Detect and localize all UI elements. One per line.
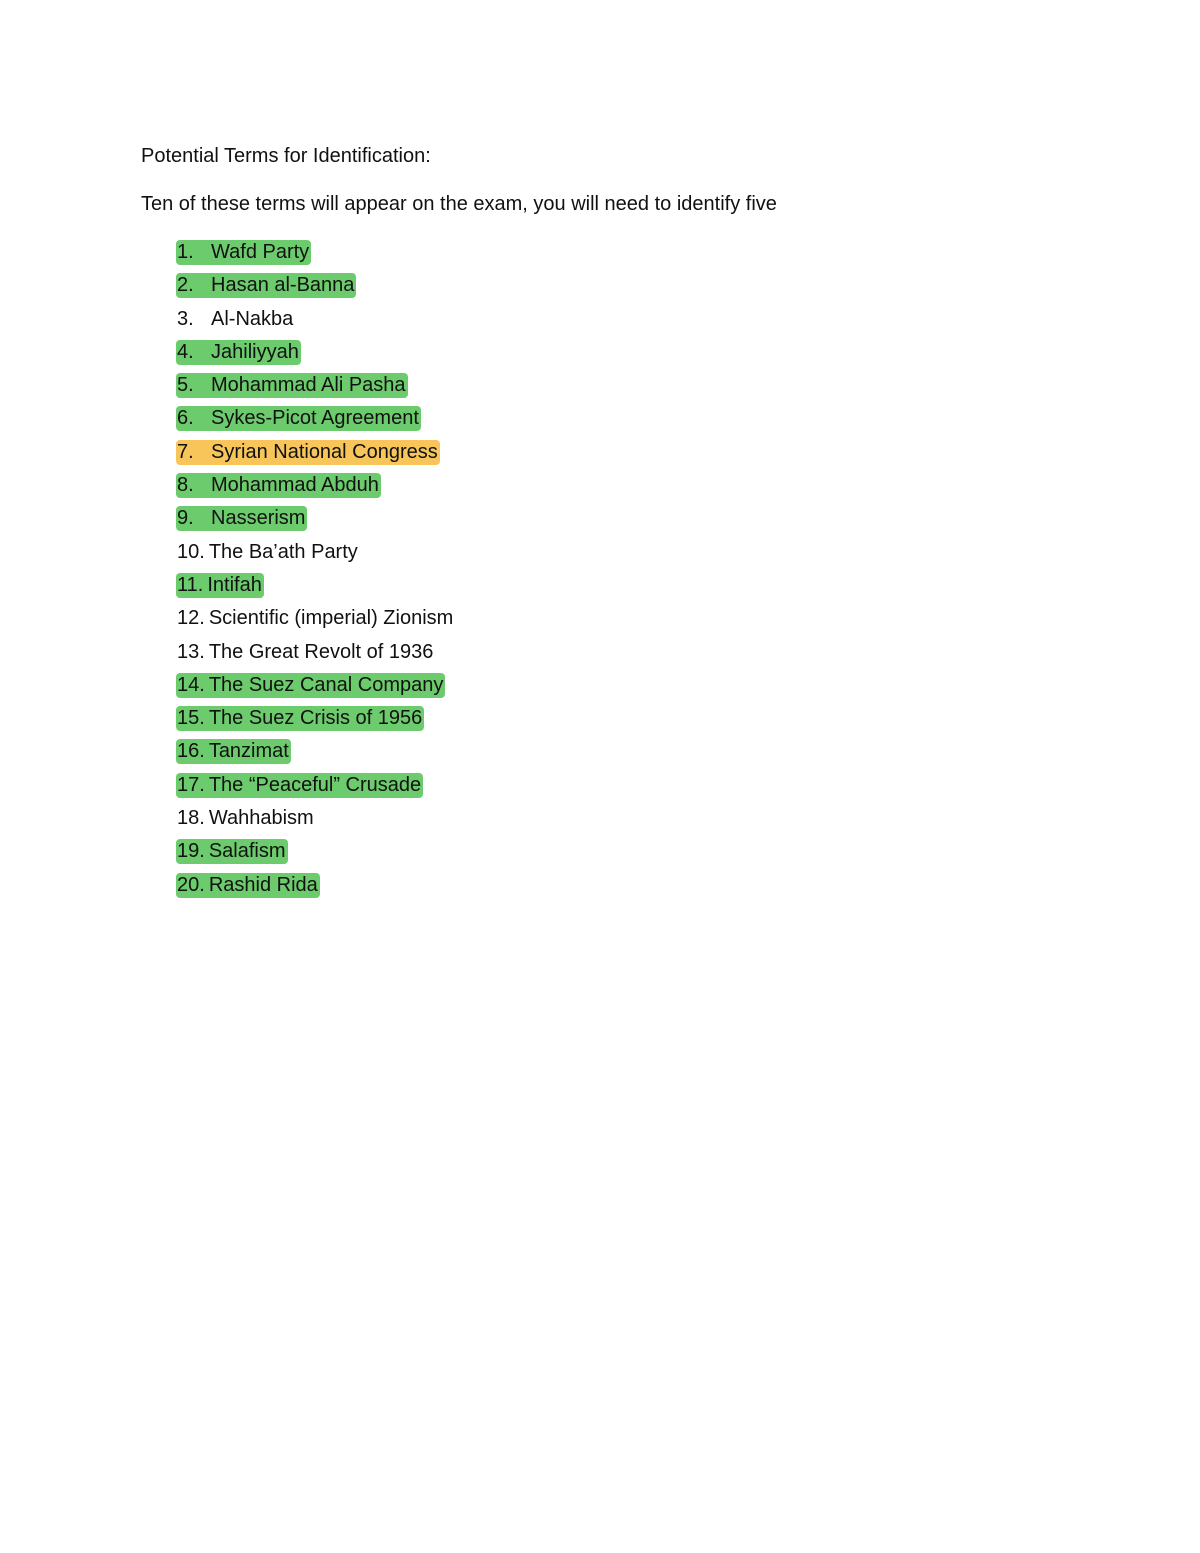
term-number: 4. — [177, 340, 194, 363]
list-item — [176, 573, 455, 606]
term-highlight — [176, 540, 360, 565]
list-item — [176, 473, 455, 506]
term-highlight — [176, 506, 307, 531]
term-label: The “Peaceful” Crusade — [208, 773, 422, 796]
list-item — [176, 839, 455, 872]
term-number: 13. — [177, 640, 205, 663]
term-label: The Ba’ath Party — [208, 540, 358, 563]
term-number: 11. — [177, 573, 204, 596]
term-number: 20. — [177, 873, 205, 896]
list-item — [176, 240, 455, 273]
term-label: Mohammad Ali Pasha — [211, 374, 406, 397]
term-highlight — [176, 839, 288, 864]
term-highlight — [176, 473, 381, 498]
list-item — [176, 506, 455, 539]
term-highlight — [176, 706, 424, 731]
instructions-text: Ten of these terms will appear on the exam, you will need to identify five — [141, 193, 777, 215]
term-highlight — [176, 573, 264, 598]
list-item — [176, 373, 455, 406]
term-label: The Suez Crisis of 1956 — [208, 707, 423, 730]
term-label: Scientific (imperial) Zionism — [208, 607, 454, 630]
term-label: Wafd Party — [211, 241, 310, 263]
term-highlight — [176, 873, 320, 898]
term-number: 1. — [177, 241, 194, 263]
term-highlight — [176, 739, 291, 764]
terms-list — [176, 240, 455, 906]
term-highlight — [176, 406, 421, 431]
term-number: 17. — [177, 773, 205, 796]
term-number: 15. — [177, 707, 205, 730]
term-number: 14. — [177, 673, 205, 696]
term-number: 3. — [177, 307, 194, 330]
term-number: 18. — [177, 807, 205, 830]
term-label: Mohammad Abduh — [211, 474, 379, 497]
list-item — [176, 440, 455, 473]
term-highlight — [176, 673, 445, 698]
term-label: Sykes-Picot Agreement — [211, 407, 419, 430]
list-item — [176, 273, 455, 306]
term-label: The Suez Canal Company — [208, 673, 444, 696]
term-label: Al-Nakba — [211, 307, 294, 330]
list-item — [176, 340, 455, 373]
term-highlight — [176, 307, 295, 332]
term-highlight — [176, 273, 356, 298]
term-label: Nasserism — [211, 507, 306, 530]
list-item — [176, 307, 455, 340]
list-item — [176, 540, 455, 573]
term-highlight — [176, 640, 435, 665]
term-number: 8. — [177, 474, 194, 497]
term-label: Hasan al-Banna — [211, 274, 355, 297]
list-item — [176, 606, 455, 639]
term-number: 2. — [177, 274, 194, 297]
list-item — [176, 773, 455, 806]
term-number: 16. — [177, 740, 205, 763]
list-item — [176, 406, 455, 439]
term-number: 7. — [177, 440, 194, 463]
term-highlight — [176, 606, 455, 631]
list-item — [176, 739, 455, 772]
term-number: 9. — [177, 507, 194, 530]
list-item — [176, 806, 455, 839]
term-number: 10. — [177, 540, 205, 563]
list-item — [176, 873, 455, 906]
term-number: 6. — [177, 407, 194, 430]
term-label: Syrian National Congress — [211, 440, 438, 463]
term-number: 5. — [177, 374, 194, 397]
term-number: 19. — [177, 840, 205, 863]
term-label: Salafism — [208, 840, 286, 863]
term-highlight — [176, 240, 311, 265]
term-highlight — [176, 440, 440, 465]
term-label: Wahhabism — [208, 807, 314, 830]
term-label: Jahiliyyah — [211, 340, 299, 363]
term-highlight — [176, 773, 423, 798]
term-highlight — [176, 806, 316, 831]
list-item — [176, 706, 455, 739]
list-item — [176, 640, 455, 673]
term-highlight — [176, 373, 408, 398]
list-item — [176, 673, 455, 706]
term-label: Tanzimat — [208, 740, 289, 763]
term-label: The Great Revolt of 1936 — [208, 640, 434, 663]
term-number: 12. — [177, 607, 205, 630]
term-label: Rashid Rida — [208, 873, 318, 896]
term-label: Intifah — [207, 573, 262, 596]
term-highlight — [176, 340, 301, 365]
page-title: Potential Terms for Identification: — [141, 145, 431, 167]
